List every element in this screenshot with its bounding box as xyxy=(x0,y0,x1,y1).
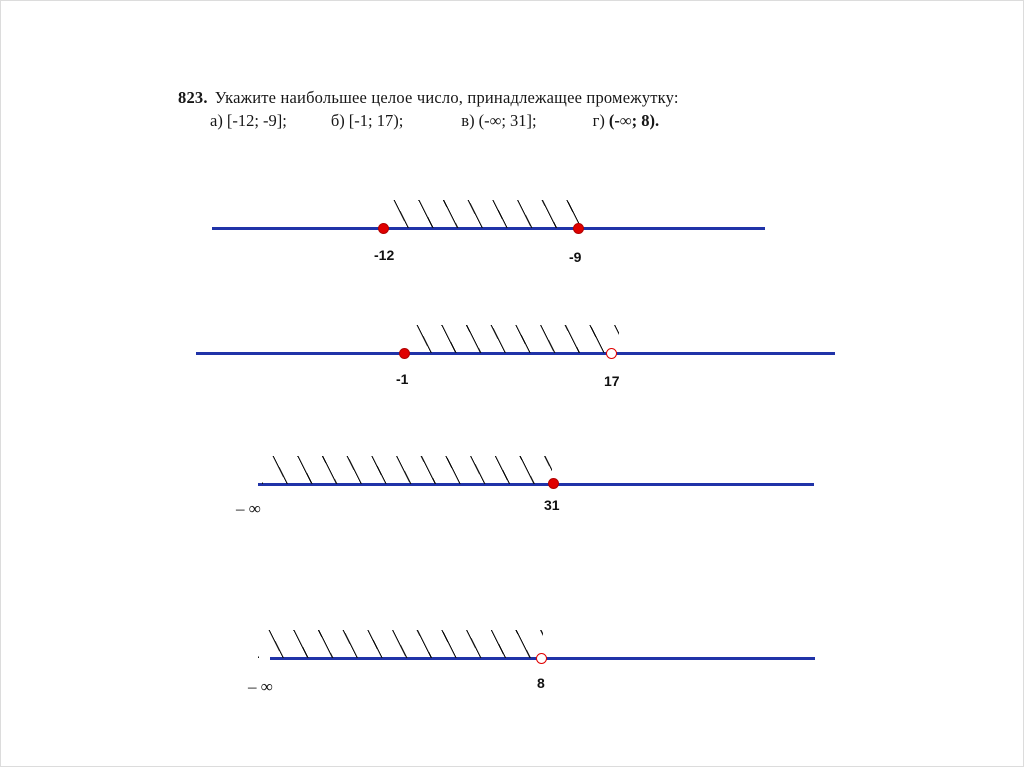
interval-b-left-label: -1 xyxy=(396,371,409,387)
option-b-label: б) xyxy=(330,111,345,130)
problem-number: 823. xyxy=(178,88,208,107)
option-c-expr: (-∞; 31]; xyxy=(478,111,537,130)
interval-d-right-endpoint xyxy=(536,653,547,664)
option-d-label: г) xyxy=(592,111,605,130)
interval-a-left-label: -12 xyxy=(374,247,395,263)
interval-d-infinity-label: – ∞ xyxy=(248,677,273,696)
option-c-label: в) xyxy=(461,111,475,130)
interval-c-infinity-label: – ∞ xyxy=(236,499,261,518)
interval-c-right-label: 31 xyxy=(544,497,560,513)
interval-b-right-label: 17 xyxy=(604,373,620,389)
option-d-expr: (-∞; 8). xyxy=(608,111,660,130)
option-b-expr: [-1; 17); xyxy=(348,111,404,130)
option-a-expr: [-12; -9]; xyxy=(226,111,287,130)
interval-a-right-label: -9 xyxy=(569,249,582,265)
problem-prompt: Укажите наибольшее целое число, принадлежащее промежутку: xyxy=(214,88,679,107)
option-a-label: а) xyxy=(210,111,223,130)
interval-d-right-label: 8 xyxy=(537,675,545,691)
interval-d-hatching xyxy=(258,630,543,658)
